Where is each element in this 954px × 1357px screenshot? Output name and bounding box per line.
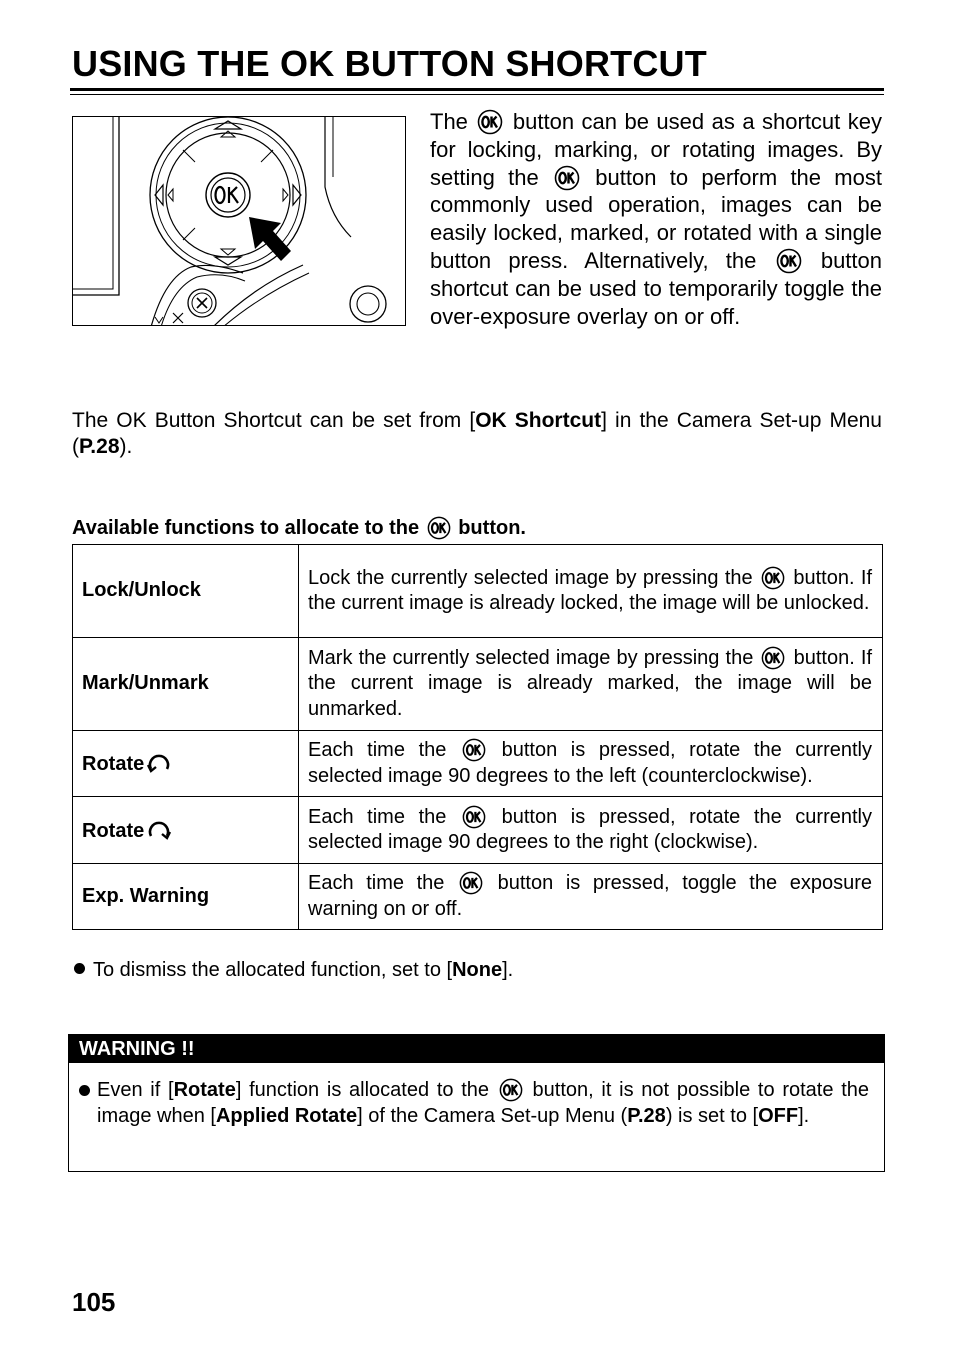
title-rule-thin xyxy=(70,94,884,95)
table-row xyxy=(73,864,883,930)
function-description: Mark the currently selected image by pressing the button. If the current image is already marked, the image will be unmarked. xyxy=(299,638,883,731)
ok-button-icon xyxy=(477,109,503,135)
table-row xyxy=(73,638,883,731)
bullet-icon xyxy=(74,963,85,974)
warning-text: Even if [Rotate] function is allocated to the button, it is not possible to rotate the image when [Applied Rotate] of the Camera Set-up Menu (P.28) is set to [OFF]. xyxy=(79,1077,869,1129)
function-name: Exp. Warning xyxy=(73,864,299,930)
functions-heading: Available functions to allocate to the button. xyxy=(72,517,526,539)
ok-button-icon xyxy=(427,516,451,540)
shortcut-setting-note: The OK Button Shortcut can be set from [OK Shortcut] in the Camera Set-up Menu (P.28). xyxy=(72,409,882,458)
rotate-right-icon xyxy=(146,816,172,842)
none-value: None xyxy=(452,959,503,981)
dismiss-note: To dismiss the allocated function, set to [None]. xyxy=(74,956,513,984)
ok-button-icon xyxy=(499,1078,523,1102)
function-description: Lock the currently selected image by pressing the button. If the current image is already locked, the image will be unlocked. xyxy=(299,545,883,638)
ok-button-icon xyxy=(462,805,486,829)
ok-button-icon xyxy=(761,646,785,670)
ok-button-icon xyxy=(761,566,785,590)
intro-text: button to perform the most commonly used operation, images can be easily locked, marked, or rotated with a single button press. Alternatively, the xyxy=(430,164,882,273)
table-row xyxy=(73,797,883,864)
camera-dial-illustration xyxy=(72,116,406,326)
title-rule xyxy=(70,88,884,91)
function-description: Each time the button is pressed, toggle the exposure warning on or off. xyxy=(299,864,883,930)
table-row xyxy=(73,545,883,638)
intro-text: The xyxy=(430,109,468,134)
function-description: Each time the button is pressed, rotate the currently selected image 90 degrees to the right (clockwise). xyxy=(299,797,883,864)
menu-item-name: OK Shortcut xyxy=(475,409,602,432)
intro-paragraph xyxy=(430,108,882,330)
function-name: Rotate xyxy=(73,797,299,864)
function-name: Lock/Unlock xyxy=(73,545,299,638)
rotate-left-icon xyxy=(146,749,172,775)
warning-box xyxy=(68,1034,885,1172)
page-reference: P.28 xyxy=(79,435,120,458)
ok-button-icon xyxy=(554,165,580,191)
warning-heading: WARNING !! xyxy=(69,1035,884,1063)
function-name: Mark/Unmark xyxy=(73,638,299,731)
ok-button-icon xyxy=(459,871,483,895)
table-row xyxy=(73,731,883,797)
page-title: USING THE OK BUTTON SHORTCUT xyxy=(72,43,707,84)
ok-button-icon xyxy=(776,248,802,274)
function-name: Rotate xyxy=(73,731,299,797)
ok-button-icon xyxy=(462,738,486,762)
intro-text: button can be used as a shortcut key for locking, marking, or rotating images. By setting the xyxy=(430,109,882,190)
intro-text: button shortcut can be used to temporarily toggle the over-exposure overlay on or off. xyxy=(430,247,882,329)
page-number: 105 xyxy=(72,1287,116,1317)
functions-table xyxy=(72,544,883,930)
function-description: Each time the button is pressed, rotate the currently selected image 90 degrees to the left (counterclockwise). xyxy=(299,731,883,797)
bullet-icon xyxy=(79,1085,90,1096)
